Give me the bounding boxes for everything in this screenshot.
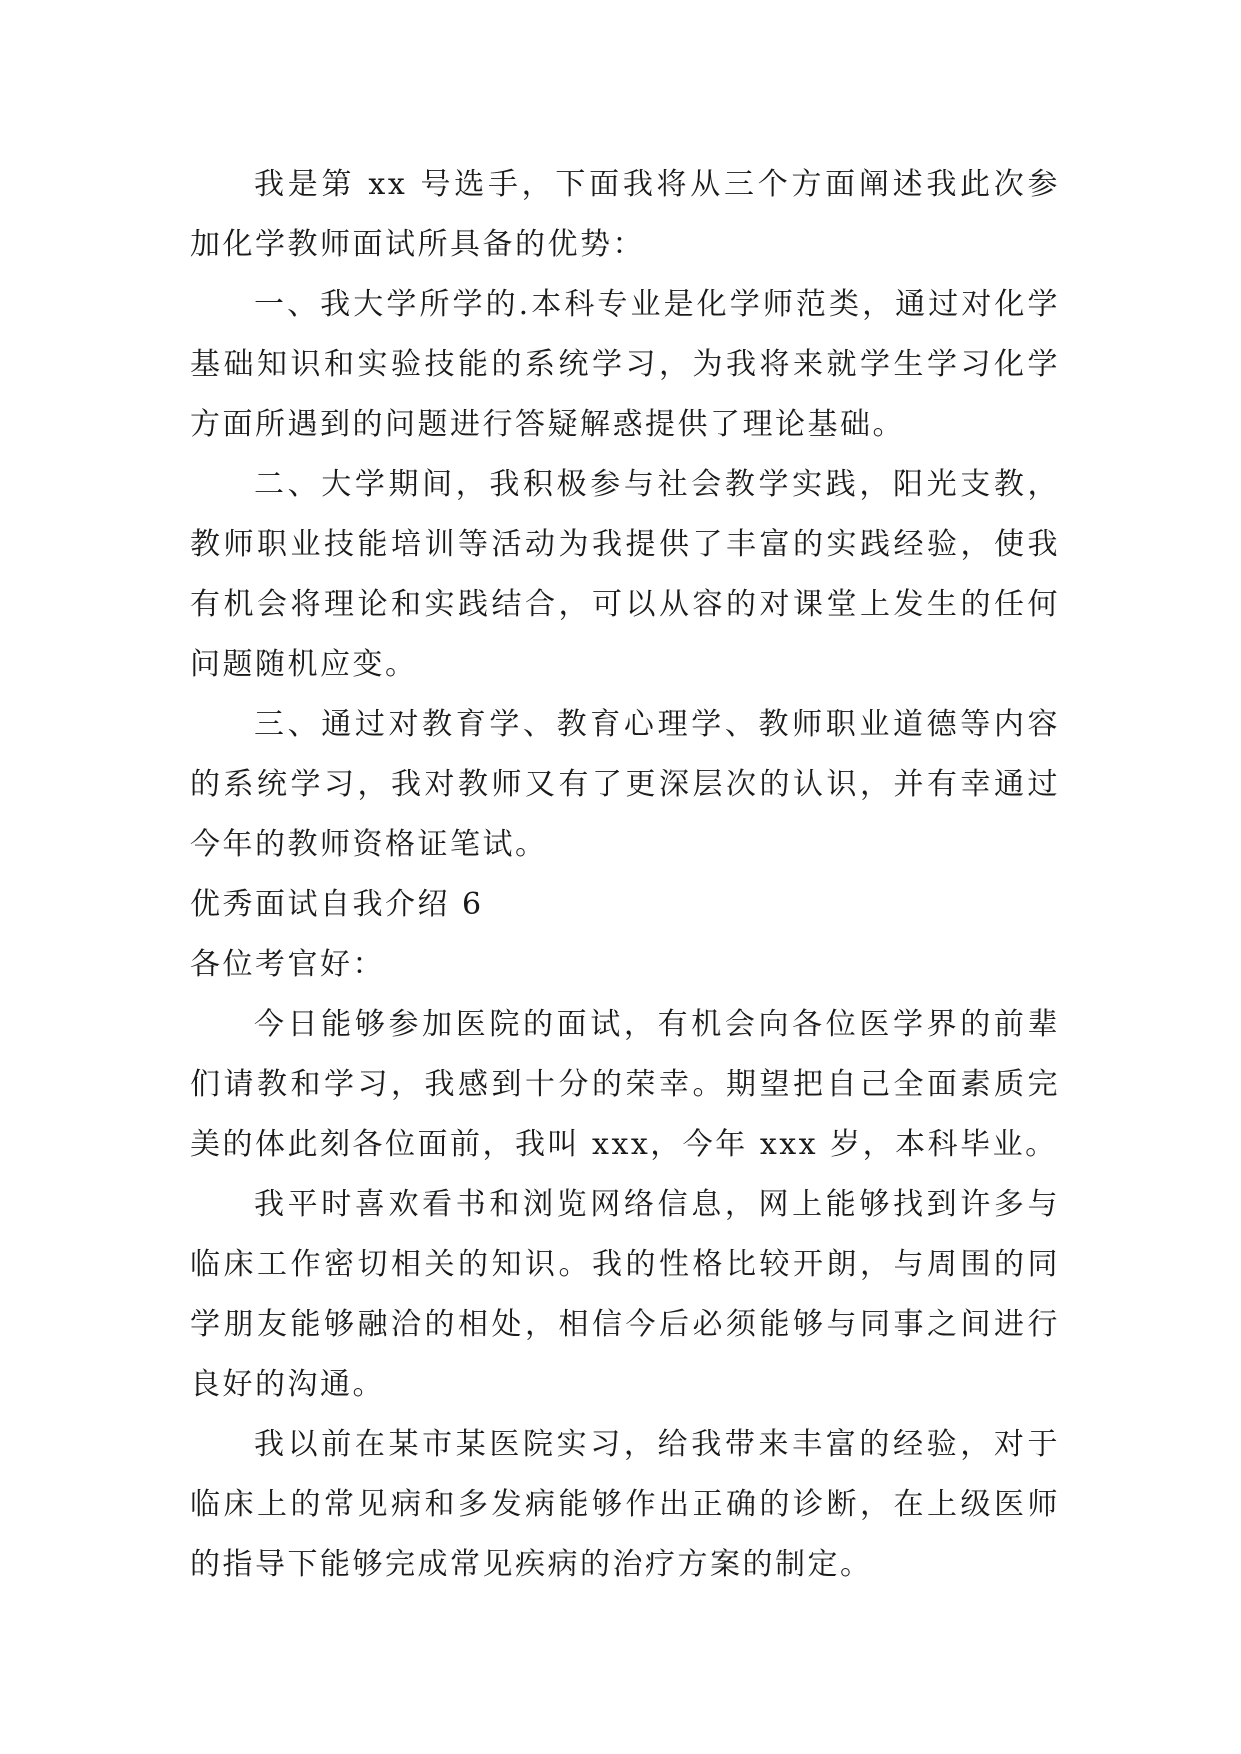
paragraph-internship: 我以前在某市某医院实习，给我带来丰富的经验，对于临床上的常见病和多发病能够作出正确的诊断，在上级医师的指导下能够完成常见疾病的治疗方案的制定。 bbox=[190, 1427, 1060, 1582]
greeting-line: 各位考官好： bbox=[190, 947, 385, 982]
paragraph-personality: 我平时喜欢看书和浏览网络信息，网上能够找到许多与临床工作密切相关的知识。我的性格比较开朗，与周围的同学朋友能够融洽的相处，相信今后必须能够与同事之间进行良好的沟通。 bbox=[190, 1187, 1060, 1402]
paragraph-point-one: 一、我大学所学的.本科专业是化学师范类，通过对化学基础知识和实验技能的系统学习，为我将来就学生学习化学方面所遇到的问题进行答疑解惑提供了理论基础。 bbox=[190, 287, 1060, 442]
document-body bbox=[190, 155, 1060, 1595]
paragraph-intro: 我是第 xx 号选手，下面我将从三个方面阐述我此次参加化学教师面试所具备的优势： bbox=[190, 167, 1060, 262]
paragraph-point-three: 三、通过对教育学、教育心理学、教师职业道德等内容的系统学习，我对教师又有了更深层次的认识，并有幸通过今年的教师资格证笔试。 bbox=[190, 707, 1060, 862]
paragraph-point-two: 二、大学期间，我积极参与社会教学实践，阳光支教，教师职业技能培训等活动为我提供了丰富的实践经验，使我有机会将理论和实践结合，可以从容的对课堂上发生的任何问题随机应变。 bbox=[190, 467, 1060, 682]
paragraph-hospital-intro: 今日能够参加医院的面试，有机会向各位医学界的前辈们请教和学习，我感到十分的荣幸。期望把自己全面素质完美的体此刻各位面前，我叫 xxx，今年 xxx 岁，本科毕业。 bbox=[190, 1007, 1060, 1162]
section-title: 优秀面试自我介绍 6 bbox=[190, 887, 484, 922]
